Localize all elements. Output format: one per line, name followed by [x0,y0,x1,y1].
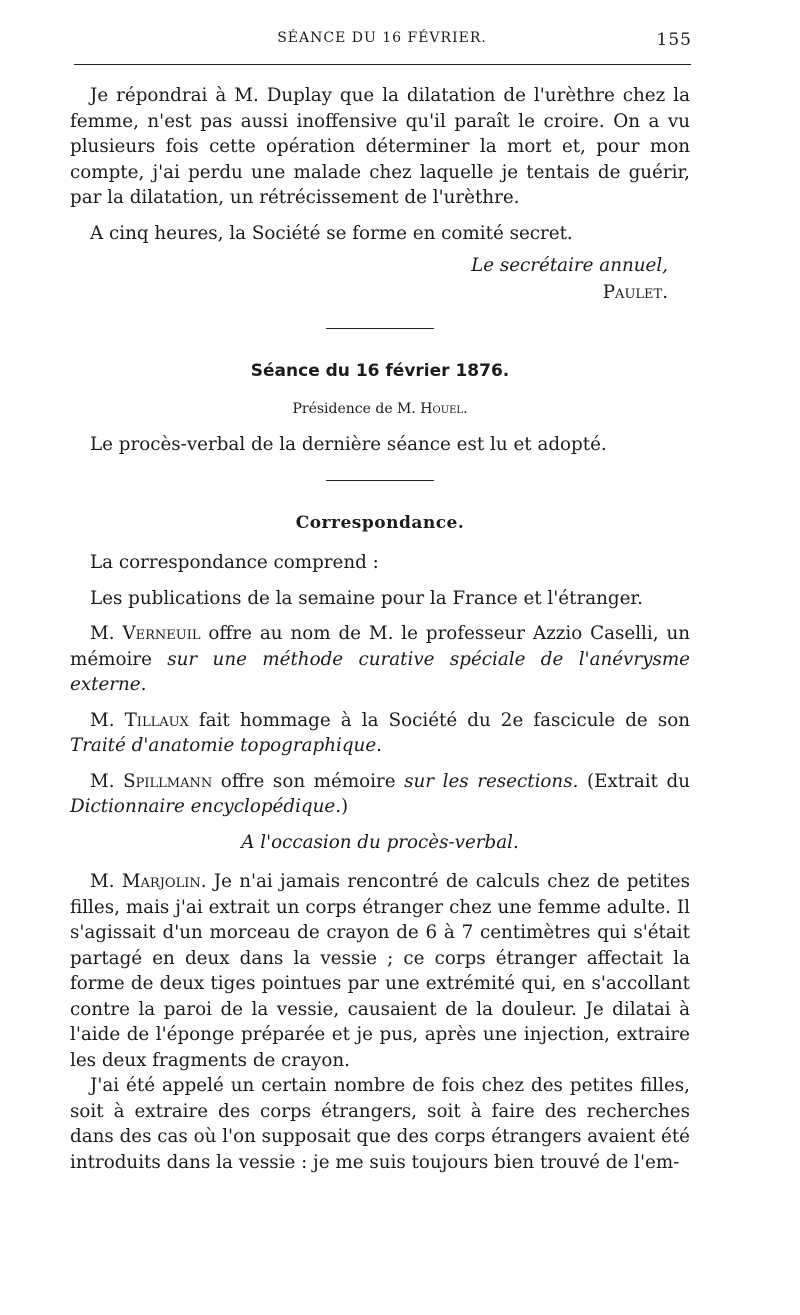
correspondance-heading: Correspondance. [295,512,465,533]
paragraph-verneuil [70,621,690,698]
running-head [72,30,692,54]
text-lead: M. [90,623,123,644]
work-title: sur une méthode curative spéciale de l'anévrysme externe. [70,648,690,695]
work-title: Traité d'anatomie topographique. [70,735,382,756]
section-divider [326,328,434,329]
text-body: fait hommage à la Société du 2e fascicule de son [188,709,690,731]
paragraph-marjolin [70,869,690,1073]
paragraph-young-girls: J'ai été appelé un certain nombre de fois chez des petites filles, soit à extraire des corps étrangers, soit à faire des recherches dans des cas où l'on supposait que des corps étrangers avaient été introduits dans la vessie : je me suis toujours bien trouvé de l'em- [70,1075,690,1173]
text-body: Je n'ai jamais rencontré de calculs chez de petites filles, mais j'ai extrait un corps étranger chez une femme adulte. Il s'agissait d'un morceau de crayon de 6 à 7 centimètres qui s'était partagé en deux dans la vessie ; ce corps étranger affectait la forme de deux tiges pointues par une extrémité qui, en s'accollant contre la paroi de la vessie, causaient de la douleur. Je dilatai à l'aide de l'éponge préparée et je pus, après une injection, extraire les deux fragments de crayon. [70,871,690,1071]
occasion-heading: A l'occasion du procès-verbal. [241,831,519,853]
work-title: sur les resections. [404,770,579,792]
paragraph-correspondance-intro: La correspondance comprend : [90,552,379,573]
author-spillmann: Spillmann [123,770,213,792]
presidence-line [70,397,690,423]
author-marjolin: Marjolin. [121,871,207,892]
work-title: Dictionnaire encyclopédique. [70,796,342,817]
signature-role: Le secrétaire annuel, [471,255,668,276]
running-title: SÉANCE DU 16 FÉVRIER. [277,30,487,46]
paragraph-tillaux [70,708,690,759]
text-body: offre au nom de M. le professeur Azzio Caselli, un mémoire [70,623,690,670]
text-body: ) [341,796,349,817]
text-body: (Extrait du [578,770,690,792]
author-verneuil: Verneuil [122,623,201,644]
page-body [70,83,690,1175]
section-divider-2 [326,480,434,481]
text-body: offre son mémoire [212,770,405,792]
session-title: Séance du 16 février 1876. [250,361,510,381]
paragraph-publications: Les publications de la semaine pour la France et l'étranger. [90,587,643,609]
header-rule [74,64,691,65]
paragraph-secret-committee: A cinq heures, la Société se forme en comité secret. [90,222,573,244]
text-lead: M. [90,770,124,792]
presidence-name: Houel. [420,400,468,417]
author-tillaux: Tillaux [124,709,189,731]
signature-block [70,252,668,306]
paragraph-spillmann [70,769,690,820]
text-lead: M. [90,871,122,892]
text-lead: M. [90,709,125,731]
page-number: 155 [656,30,692,50]
paragraph-minutes-adopted: Le procès-verbal de la dernière séance est lu et adopté. [90,434,607,455]
paragraph-reply-duplay: Je répondrai à M. Duplay que la dilatation de l'urèthre chez la femme, n'est pas aussi inoffensive qu'il paraît le croire. On a vu plusieurs fois cette opération déterminer la mort et, pour mon compte, j'ai perdu une malade chez laquelle je tentais de guérir, par la dilatation, un rétrécissement de l'urèthre. [70,85,690,208]
presidence-prefix: Présidence de M. [292,400,421,417]
signature-name: Paulet. [602,282,668,303]
